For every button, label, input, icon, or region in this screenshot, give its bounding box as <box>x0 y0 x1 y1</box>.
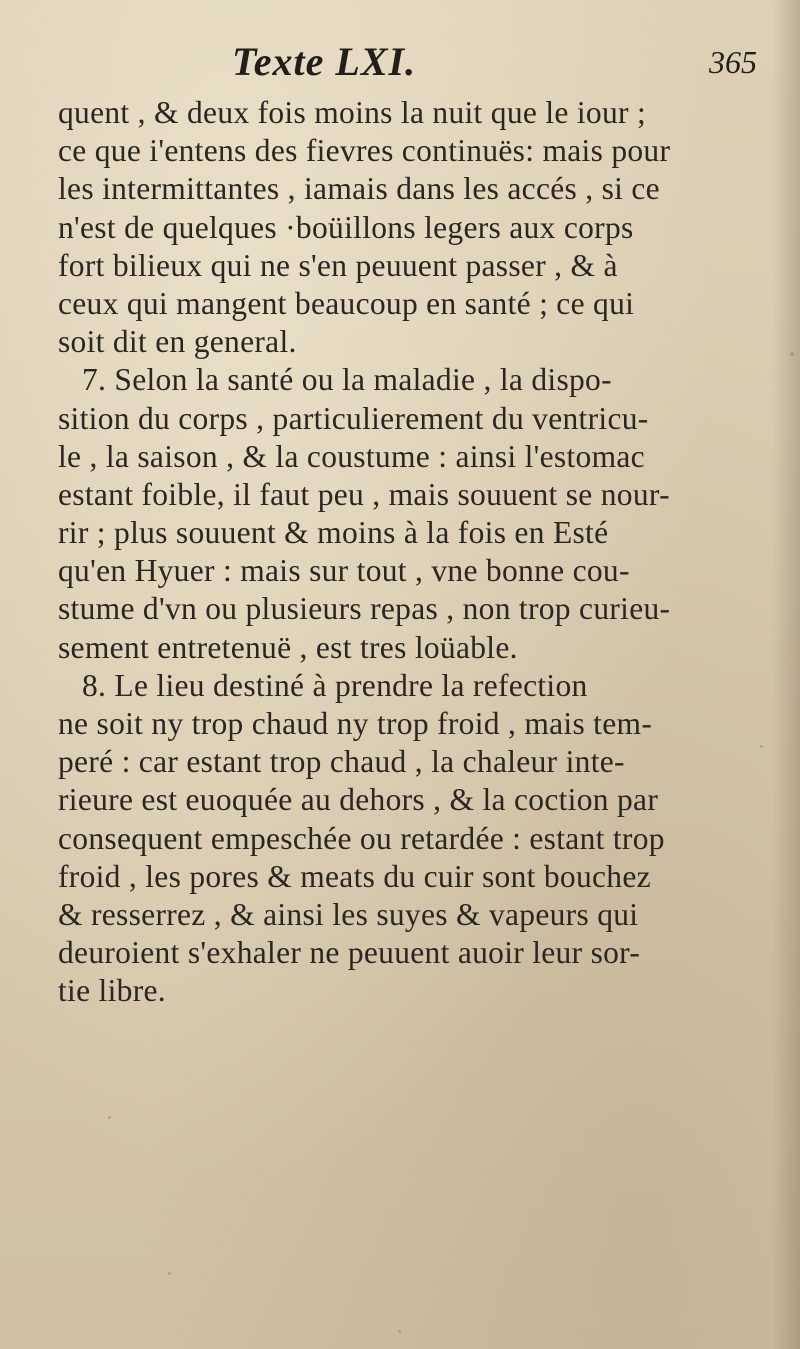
page-number: 365 <box>709 44 757 80</box>
page-header <box>0 38 800 88</box>
paper-speck <box>108 1116 111 1119</box>
text-line: & resserrez , & ainsi les suyes & vapeurs qui <box>58 896 639 932</box>
text-line: qu'en Hyuer : mais sur tout , vne bonne cou- <box>58 553 630 589</box>
paper-speck <box>398 1330 401 1333</box>
text-line: stume d'vn ou plusieurs repas , non trop curieu- <box>58 591 671 627</box>
text-line: peré : car estant trop chaud , la chaleur inte- <box>58 744 625 780</box>
running-title: Texte LXI. <box>232 39 417 84</box>
paper-speck <box>790 352 794 356</box>
text-line: rieure est euoquée au dehors , & la coction par <box>58 782 659 818</box>
text-line: sement entretenuë , est tres loüable. <box>58 629 518 665</box>
text-line: quent , & deux fois moins la nuit que le iour ; <box>58 95 647 130</box>
text-line: fort bilieux qui ne s'en peuuent passer , & à <box>58 247 618 283</box>
text-line: rir ; plus souuent & moins à la fois en Esté <box>58 515 609 551</box>
text-line: ne soit ny trop chaud ny trop froid , mais tem- <box>58 706 653 741</box>
paragraph-8-start: 8. Le lieu destiné à prendre la refection <box>82 667 588 703</box>
paper-speck <box>760 745 763 748</box>
text-line: ce que i'entens des fievres continuës: mais pour <box>58 133 671 169</box>
text-line: n'est de quelques ·boüillons legers aux corps <box>58 209 634 245</box>
text-line: les intermittantes , iamais dans les accés , si ce <box>58 171 660 207</box>
text-line: soit dit en general. <box>58 324 297 360</box>
paragraph-7-start: 7. Selon la santé ou la maladie , la dispo- <box>82 362 612 398</box>
text-line: le , la saison , & la coustume : ainsi l'estomac <box>58 438 645 474</box>
text-line: consequent empeschée ou retardée : estant trop <box>58 820 665 856</box>
text-line: estant foible, il faut peu , mais souuent se nour- <box>58 476 670 512</box>
text-line: froid , les pores & meats du cuir sont bouchez <box>58 858 651 894</box>
text-line: tie libre. <box>58 973 166 1009</box>
paper-speck <box>168 1272 171 1275</box>
body-text <box>58 94 778 1011</box>
text-line: sition du corps , particulierement du ventricu- <box>58 400 649 436</box>
text-line: deuroient s'exhaler ne peuuent auoir leur sor- <box>58 935 641 971</box>
text-line: ceux qui mangent beaucoup en santé ; ce qui <box>58 285 635 321</box>
